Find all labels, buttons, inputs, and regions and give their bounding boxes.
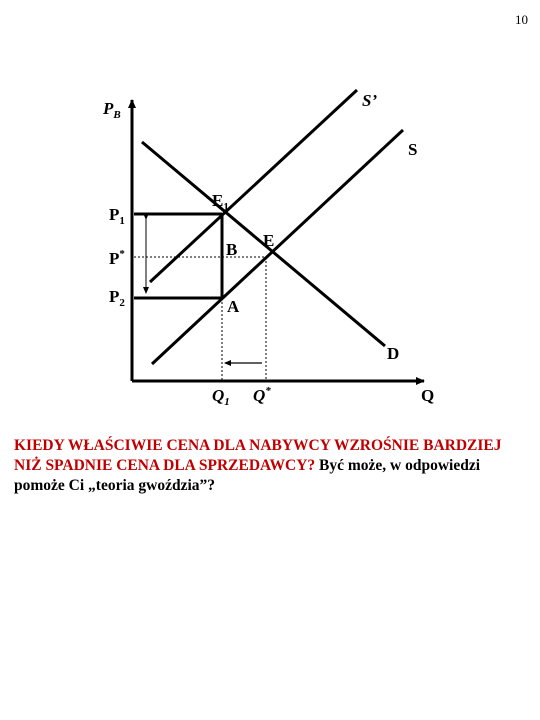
price-p1-label: $P_1$ <box>109 205 125 227</box>
point-b-label: B <box>226 240 238 259</box>
point-a-label: A <box>227 297 240 316</box>
supply-label: S <box>408 140 418 159</box>
x-axis-label: Q <box>421 386 435 405</box>
caption-hint: Być może, w odpowiedzi pomoże Ci „teoria gwoździa”? <box>14 457 481 494</box>
price-p2-label: $P_2$ <box>109 287 125 309</box>
page-number: 10 <box>515 12 528 27</box>
demand-label: D <box>387 344 400 363</box>
price-pstar-label: P* <box>109 248 125 268</box>
supply-shifted-label: S’ <box>362 91 378 110</box>
quantity-q1-label: $Q_1$ <box>212 386 230 408</box>
point-e1-label: $E_1$ <box>212 191 229 213</box>
y-axis-label: $P_B$ <box>103 99 121 121</box>
caption <box>14 436 526 496</box>
point-e-label: E <box>263 231 275 250</box>
caption-question: KIEDY WŁAŚCIWIE CENA DLA NABYWCY WZROŚNIE BARDZIEJ NIŻ SPADNIE CENA DLA SPRZEDAWCY? <box>14 437 502 474</box>
quantity-qstar-label: Q* <box>253 385 271 405</box>
supply-shifted-curve <box>150 90 357 282</box>
